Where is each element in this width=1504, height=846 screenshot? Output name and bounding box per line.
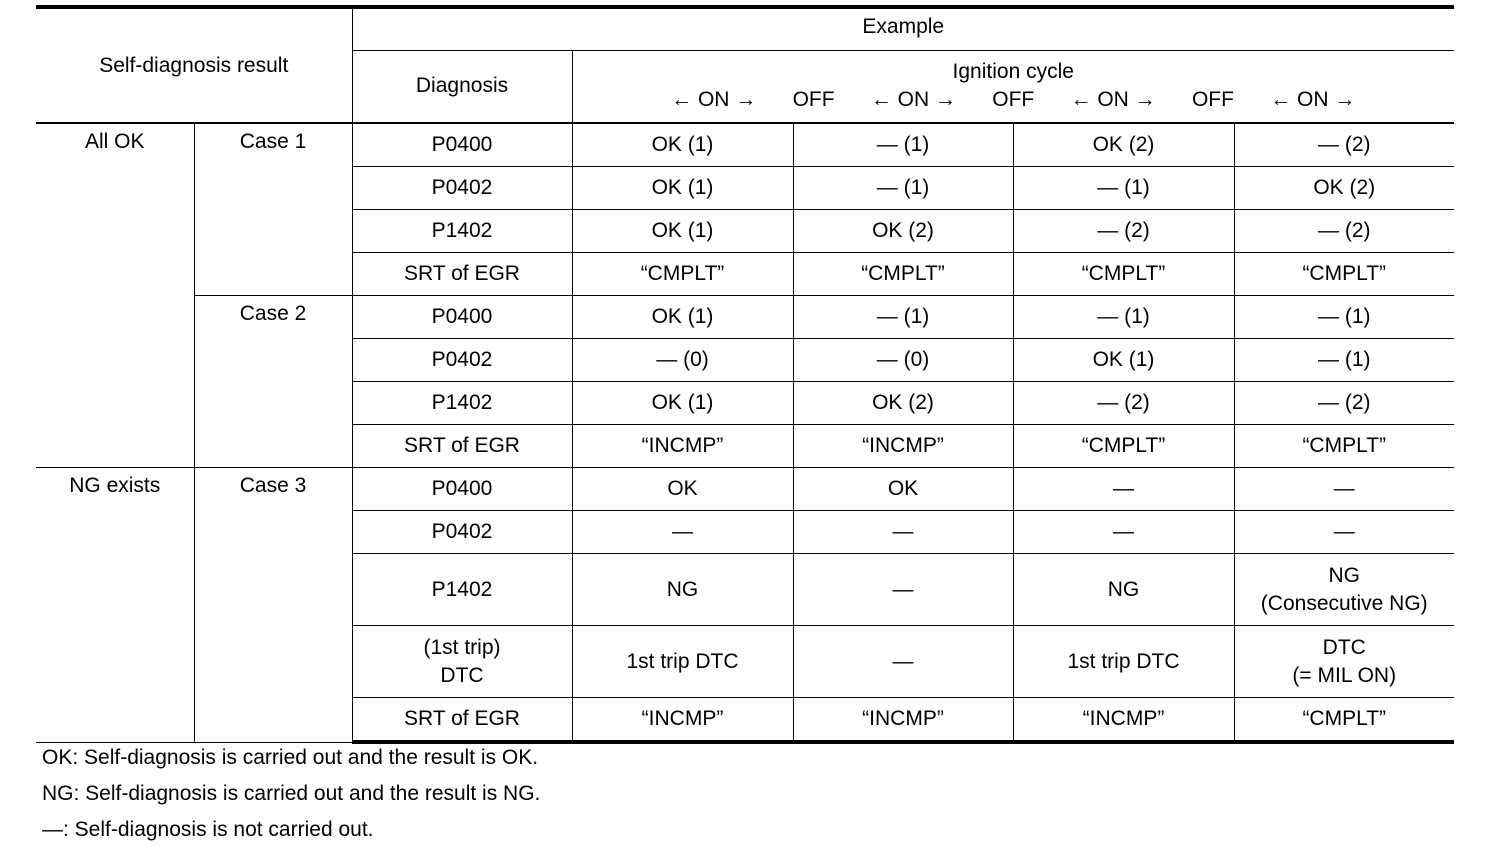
result-cell: NG exists: [36, 468, 194, 743]
example-cell: OK (1): [572, 296, 793, 339]
case-cell: Case 2: [194, 296, 352, 468]
ignition-cycle-header: [572, 50, 1454, 123]
example-cell: —: [793, 511, 1013, 554]
example-cell: “CMPLT”: [1013, 253, 1234, 296]
example-cell: “CMPLT”: [793, 253, 1013, 296]
self-diagnosis-result-header: Self-diagnosis result: [36, 7, 352, 123]
example-cell: “CMPLT”: [1013, 425, 1234, 468]
cycle-step: OFF: [1191, 88, 1234, 112]
example-cell: OK (2): [1013, 123, 1234, 167]
example-cell: — (0): [572, 339, 793, 382]
example-cell: “INCMP”: [793, 698, 1013, 743]
self-diagnosis-table: [36, 5, 1454, 744]
example-cell: “CMPLT”: [1234, 253, 1454, 296]
example-cell: “CMPLT”: [1234, 698, 1454, 743]
legend-note: —: Self-diagnosis is not carried out.: [42, 818, 374, 841]
example-cell: —: [793, 554, 1013, 626]
example-cell: “INCMP”: [793, 425, 1013, 468]
example-cell: NG: [1013, 554, 1234, 626]
example-cell: — (1): [1234, 296, 1454, 339]
example-cell: —: [1013, 468, 1234, 511]
example-cell: 1st trip DTC: [572, 626, 793, 698]
diagnosis-cell: P1402: [352, 382, 572, 425]
example-cell: OK: [572, 468, 793, 511]
example-cell: 1st trip DTC: [1013, 626, 1234, 698]
diagnosis-cell: (1st trip) DTC: [352, 626, 572, 698]
example-cell: OK (1): [1013, 339, 1234, 382]
table-row: [36, 296, 1454, 339]
example-cell: — (1): [1013, 167, 1234, 210]
example-cell: —: [572, 511, 793, 554]
diagnosis-cell: P0402: [352, 339, 572, 382]
table-row: [36, 468, 1454, 511]
diagnosis-cell: P0400: [352, 296, 572, 339]
example-cell: — (2): [1013, 382, 1234, 425]
diagnosis-cell: P0400: [352, 468, 572, 511]
cycle-step: OFF: [992, 88, 1035, 112]
example-cell: NG: [572, 554, 793, 626]
example-cell: — (1): [793, 167, 1013, 210]
example-cell: — (2): [1234, 210, 1454, 253]
cycle-steps: [573, 86, 1455, 114]
cycle-step: ← ON →: [870, 88, 956, 112]
example-cell: — (1): [1234, 339, 1454, 382]
example-cell: OK: [793, 468, 1013, 511]
table-row: [36, 123, 1454, 167]
diagnosis-cell: SRT of EGR: [352, 425, 572, 468]
cycle-step: OFF: [792, 88, 835, 112]
case-cell: Case 3: [194, 468, 352, 743]
example-cell: —: [1234, 511, 1454, 554]
example-cell: OK (2): [793, 210, 1013, 253]
cycle-step: ← ON →: [671, 88, 757, 112]
example-cell: —: [1234, 468, 1454, 511]
example-cell: — (1): [793, 123, 1013, 167]
example-cell: — (1): [793, 296, 1013, 339]
example-cell: DTC (= MIL ON): [1234, 626, 1454, 698]
example-cell: “INCMP”: [572, 698, 793, 743]
result-cell: All OK: [36, 123, 194, 468]
diagnosis-cell: P1402: [352, 210, 572, 253]
example-cell: — (1): [1013, 296, 1234, 339]
example-cell: “CMPLT”: [1234, 425, 1454, 468]
example-cell: “INCMP”: [572, 425, 793, 468]
example-cell: “CMPLT”: [572, 253, 793, 296]
cycle-step: ← ON →: [1070, 88, 1156, 112]
example-cell: OK (1): [572, 123, 793, 167]
ignition-cycle-label: Ignition cycle: [952, 60, 1074, 84]
diagnosis-cell: P0402: [352, 511, 572, 554]
example-cell: NG (Consecutive NG): [1234, 554, 1454, 626]
example-cell: — (0): [793, 339, 1013, 382]
diagnosis-cell: P0402: [352, 167, 572, 210]
example-cell: —: [793, 626, 1013, 698]
example-header: Example: [352, 7, 1454, 50]
example-cell: —: [1013, 511, 1234, 554]
legend-note: NG: Self-diagnosis is carried out and the result is NG.: [42, 782, 541, 805]
example-cell: OK (1): [572, 382, 793, 425]
example-cell: — (2): [1234, 382, 1454, 425]
case-cell: Case 1: [194, 123, 352, 296]
example-cell: OK (2): [1234, 167, 1454, 210]
example-cell: OK (2): [793, 382, 1013, 425]
example-cell: — (2): [1234, 123, 1454, 167]
diagnosis-cell: SRT of EGR: [352, 253, 572, 296]
example-cell: “INCMP”: [1013, 698, 1234, 743]
example-cell: OK (1): [572, 210, 793, 253]
example-cell: — (2): [1013, 210, 1234, 253]
example-cell: OK (1): [572, 167, 793, 210]
diagnosis-cell: SRT of EGR: [352, 698, 572, 743]
diagnosis-header: Diagnosis: [352, 50, 572, 123]
diagnosis-cell: P0400: [352, 123, 572, 167]
legend-note: OK: Self-diagnosis is carried out and the result is OK.: [42, 746, 539, 769]
cycle-step: ← ON →: [1270, 88, 1356, 112]
diagnosis-cell: P1402: [352, 554, 572, 626]
